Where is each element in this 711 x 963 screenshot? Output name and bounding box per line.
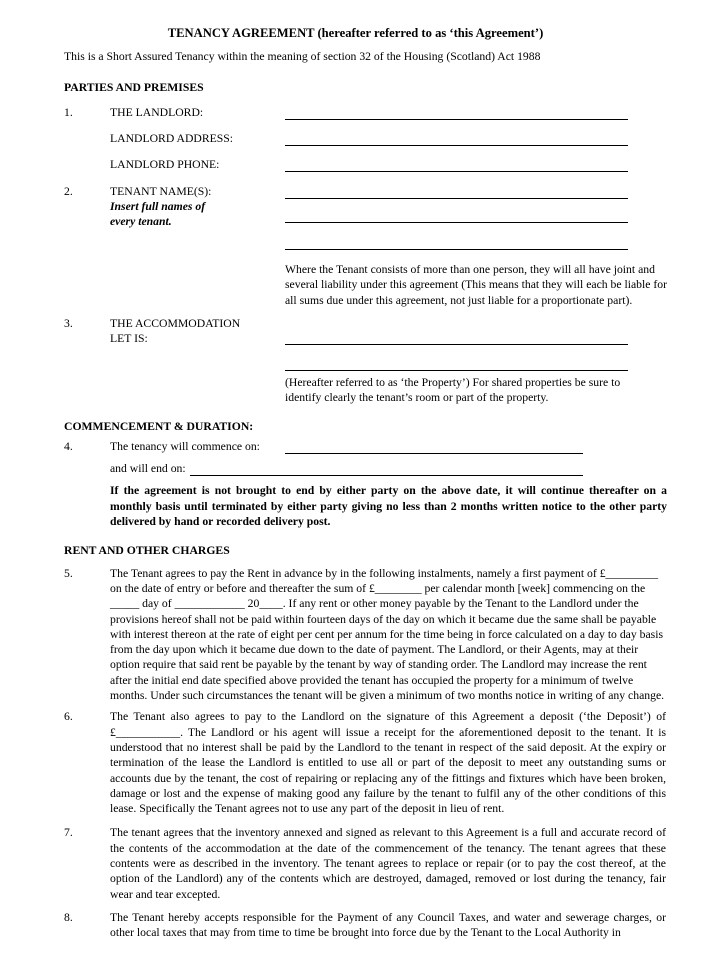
section-heading-rent: RENT AND OTHER CHARGES bbox=[64, 544, 230, 558]
tenant-names-blank-1 bbox=[285, 184, 628, 199]
landlord-phone-blank bbox=[285, 157, 628, 172]
continuation-clause: If the agreement is not brought to end by either party on the above date, it will continue thereafter on a monthly basis until terminated by either party giving no less than 2 months written notice to the other party delivered by hand or recorded delivery post. bbox=[110, 484, 667, 529]
clause-7 bbox=[64, 825, 711, 901]
field-row-accommodation bbox=[64, 316, 711, 406]
tenant-names-note: Insert full names of every tenant. bbox=[110, 200, 206, 229]
field-row-tenant-names bbox=[64, 184, 711, 199]
document-title: TENANCY AGREEMENT (hereafter referred to as ‘this Agreement’) bbox=[167, 26, 544, 40]
joint-liability-note: Where the Tenant consists of more than one person, they will all have joint and several liability under this agreement (This means that they will each be liable for all sums due under this agreement, not just liable for a proportionate part). bbox=[285, 263, 667, 307]
field-row-tenant-names-extra bbox=[64, 199, 711, 250]
clause-number-1: 1. bbox=[64, 105, 73, 119]
commence-date-label: The tenancy will commence on: bbox=[110, 439, 260, 453]
field-row-landlord-address bbox=[64, 131, 711, 146]
section-heading-parties: PARTIES AND PREMISES bbox=[64, 80, 204, 94]
clause-number-4: 4. bbox=[64, 439, 73, 453]
end-date-label: and will end on: bbox=[110, 462, 186, 476]
clause-8-text: The Tenant hereby accepts responsible for the Payment of any Council Taxes, and water and sewerage charges, or other local taxes that may from time to time be brought into force due by the Tenant to the Local Authority in bbox=[110, 910, 666, 940]
clause-number-8: 8. bbox=[64, 910, 73, 924]
landlord-label: THE LANDLORD: bbox=[110, 105, 204, 119]
clause-6 bbox=[64, 709, 711, 816]
clause-number-5: 5. bbox=[64, 566, 73, 580]
end-date-blank bbox=[190, 461, 583, 476]
clause-6-text: The Tenant also agrees to pay to the Landlord on the signature of this Agreement a deposit (‘the Deposit’) of £___________. The Landlord or his agent will issue a receipt for the aforementioned deposit to the tenant. It is understood that no interest shall be paid by the Landlord to the tenant in respect of the said deposit. At the expiry or termination of the lease the Landlord is entitled to use all or part of the deposit to meet any outstanding sums or accounts due by the tenant, the cost of repairing or replacing any of the fittings and fixtures which have been broken, damage or lost and the expense of making good any failure by the tenant to fulfil any of the other conditions of this lease. Specifically the Tenant agrees not to use any part of the deposit in lieu of rent. bbox=[110, 710, 666, 816]
field-row-landlord-phone bbox=[64, 157, 711, 172]
landlord-address-label: LANDLORD ADDRESS: bbox=[110, 132, 234, 146]
clause-number-2: 2. bbox=[64, 184, 73, 198]
accommodation-blank-2 bbox=[285, 356, 628, 371]
clause-number-7: 7. bbox=[64, 826, 73, 840]
clause-5 bbox=[64, 566, 711, 704]
landlord-name-blank bbox=[285, 105, 628, 120]
clause-8 bbox=[64, 910, 711, 941]
accommodation-blank-1 bbox=[285, 330, 628, 345]
field-row-end-date bbox=[64, 461, 711, 476]
field-row-commence-date bbox=[64, 439, 711, 454]
property-note: (Hereafter referred to as ‘the Property’) For shared properties be sure to identify clearly the tenant’s room or part of the property. bbox=[285, 375, 621, 405]
tenant-names-label: TENANT NAME(S): bbox=[110, 184, 212, 198]
landlord-phone-label: LANDLORD PHONE: bbox=[110, 158, 220, 172]
clause-7-text: The tenant agrees that the inventory annexed and signed as relevant to this Agreement is a full and accurate record of the contents of the accommodation at the date of the commencement of the tenancy. The tenant agrees that these contents were as described in the inventory. The tenant agrees to replace or repair (or to pay the cost thereof, at the option of the Landlord) any of the contents which are destroyed, damaged, removed or lost during the tenancy, fair wear and tear excepted. bbox=[110, 826, 666, 901]
accommodation-label: THE ACCOMMODATION LET IS: bbox=[110, 316, 241, 346]
section-heading-commencement: COMMENCEMENT & DURATION: bbox=[64, 419, 254, 433]
clause-5-text: The Tenant agrees to pay the Rent in advance by in the following instalments, namely a first payment of £_________ on the date of entry or before and thereafter the sum of £________ per calendar month [week] commencing on the _____ day of ____________ 20____. If any rent or other money payable by the Tenant to the Landlord under the provisions hereof shall not be paid within fourteen days of the day on which it became due the same shall be payable with interest thereon at the rate of eight per cent per annum for the time being in force calculated on a day to day basis from the day upon which it became due down to the date of payment. The Landlord, or their Agents, may at their option require that said rent be payable by the tenant by way of standing order. The Landlord may increase the rent after the initial end date specified above provided the tenant has occupied the property for a minimum of twelve months. Under such circumstances the tenant will be given a minimum of two months notice in writing of any change. bbox=[110, 566, 665, 703]
tenant-names-blank-2 bbox=[285, 208, 628, 223]
clause-number-6: 6. bbox=[64, 710, 73, 724]
document-subtitle: This is a Short Assured Tenancy within the meaning of section 32 of the Housing (Scotland) Act 1988 bbox=[64, 50, 541, 64]
landlord-address-blank bbox=[285, 131, 628, 146]
clause-number-3: 3. bbox=[64, 316, 73, 330]
tenant-names-blank-3 bbox=[285, 235, 628, 250]
field-row-landlord bbox=[64, 105, 711, 120]
commence-date-blank bbox=[285, 439, 583, 454]
